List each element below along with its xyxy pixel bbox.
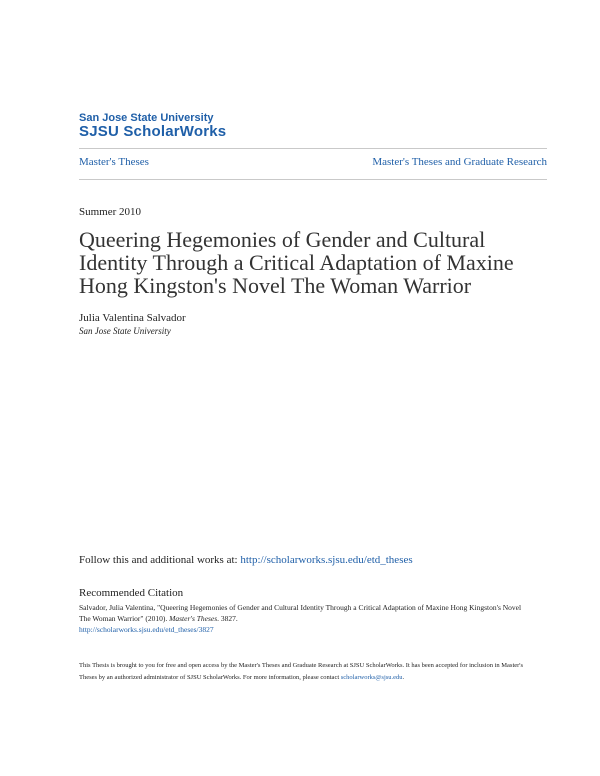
citation-main: Salvador, Julia Valentina, "Queering Hegemonies of Gender and Cultural Identity Through a Critical Adaptation of Maxine Hong Kingston's Novel The Woman Warrior" (2010).	[79, 603, 522, 623]
author-affiliation: San Jose State University	[79, 326, 171, 336]
access-notice	[79, 660, 529, 684]
follow-prefix: Follow this and additional works at:	[79, 554, 241, 566]
citation-end: . 3827.	[217, 614, 238, 623]
citation-link[interactable]: http://scholarworks.sjsu.edu/etd_theses/3827	[79, 625, 214, 634]
document-title: Queering Hegemonies of Gender and Cultural Identity Through a Critical Adaptation of Maxine Hong Kingston's Novel The Woman Warrior	[79, 227, 514, 298]
header-divider-bottom	[79, 179, 547, 180]
nav-graduate-research-link[interactable]: Master's Theses and Graduate Research	[372, 156, 547, 168]
author-name: Julia Valentina Salvador	[79, 312, 186, 324]
nav-masters-theses-link[interactable]: Master's Theses	[79, 156, 149, 168]
citation-journal: Master's Theses	[169, 614, 218, 623]
notice-end: .	[402, 674, 405, 681]
institution-name: San Jose State University	[79, 112, 214, 124]
recommended-citation-heading: Recommended Citation	[79, 587, 184, 599]
header-divider-top	[79, 148, 547, 149]
notice-text: This Thesis is brought to you for free and open access by the Master's Theses and Graduate Research at SJSU ScholarWorks. It has been accepted for inclusion in Master's Theses by an authorized administrator of SJSU ScholarWorks. For more information, please contact	[79, 662, 524, 681]
follow-line	[79, 554, 413, 566]
contact-email-link[interactable]: scholarworks@sjsu.edu	[340, 674, 403, 681]
citation-text	[79, 602, 529, 635]
publication-date: Summer 2010	[79, 206, 142, 218]
repository-name[interactable]: SJSU ScholarWorks	[79, 123, 227, 140]
follow-link[interactable]: http://scholarworks.sjsu.edu/etd_theses	[240, 554, 413, 566]
